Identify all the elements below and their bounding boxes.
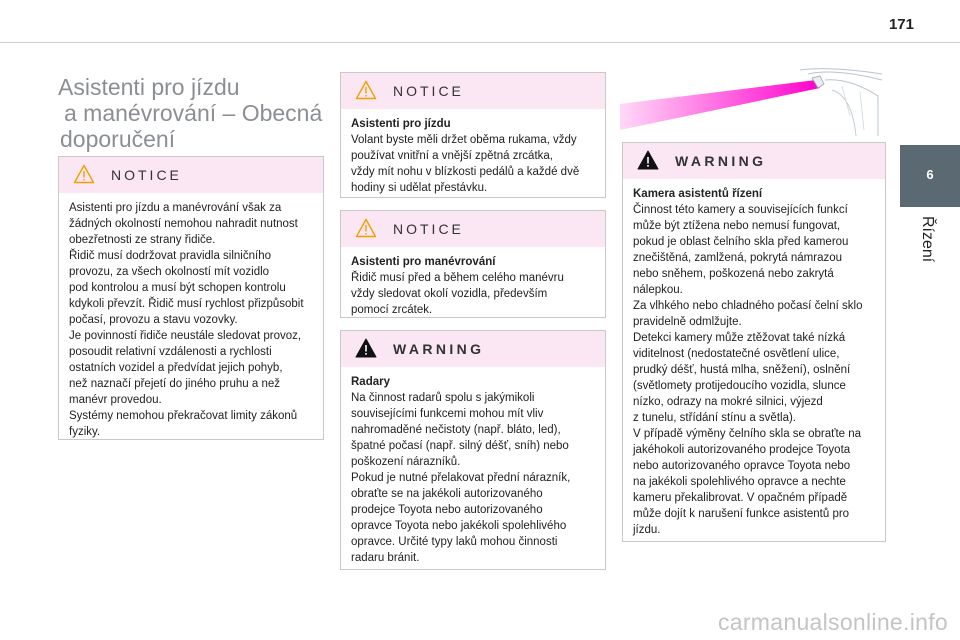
notice-box-driving	[340, 72, 606, 198]
title-line: a manévrování – Obecná	[64, 100, 323, 126]
body-line: může být ztížena nebo nemusí fungovat,	[633, 220, 841, 232]
title-line: doporučení	[60, 126, 176, 152]
body-line: obraťte se na jakékoli autorizovaného	[351, 488, 543, 500]
chapter-number: 6	[926, 167, 934, 182]
warning-box-camera	[622, 142, 886, 542]
body-line: Činnost této kamery a souvisejících funkcí	[633, 204, 848, 216]
page-number: 171	[888, 16, 914, 33]
page-title	[58, 74, 328, 152]
body-line: Řidič musí dodržovat pravidla silničního	[69, 250, 271, 262]
warning-label: WARNING	[675, 153, 767, 169]
notice-header	[341, 211, 605, 247]
warning-body	[623, 179, 885, 538]
warning-body	[341, 367, 605, 566]
body-line: (světlomety protijedoucího vozidla, slunce	[633, 380, 846, 392]
notice-label: NOTICE	[393, 221, 464, 237]
header-rule	[0, 42, 960, 43]
body-line: prodejce Toyota nebo autorizovaného	[351, 504, 543, 516]
body-line: nahromaděné nečistoty (např. bláto, led),	[351, 424, 561, 436]
body-line: manévr provedou.	[69, 394, 162, 406]
notice-body	[341, 109, 605, 196]
windshield-camera-illustration	[620, 66, 882, 136]
notice-triangle-icon	[355, 218, 377, 238]
body-line: Volant byste měli držet oběma rukama, vždy	[351, 134, 577, 146]
body-line: ostatních vozidel a předvídat jejich pohyb,	[69, 362, 283, 374]
title-line: Asistenti pro jízdu	[58, 74, 240, 100]
body-line: vždy sledovat okolí vozidla, především	[351, 288, 548, 300]
box-subhead: Kamera asistentů řízení	[633, 188, 763, 200]
body-line: opravce. Určité typy laků mohou činnosti	[351, 536, 558, 548]
body-line: nízko, odrazy na mokré silnici, výjezd	[633, 396, 823, 408]
body-line: Za vlhkého nebo chladného počasí čelní sklo	[633, 300, 863, 312]
body-line: může dojít k narušení funkce asistentů pro	[633, 508, 850, 520]
warning-triangle-icon	[355, 338, 377, 358]
warning-header	[341, 331, 605, 367]
body-line: hodiny si udělat přestávku.	[351, 182, 488, 194]
body-line: kdykoli převzít. Řidič musí rychlost přizpůsobit	[69, 298, 304, 310]
warning-triangle-icon	[637, 150, 659, 170]
warning-label: WARNING	[393, 341, 485, 357]
body-line: žádných okolností nemohou nahradit nutnost	[69, 218, 298, 230]
notice-label: NOTICE	[111, 167, 182, 183]
body-line: pod kontrolou a musí být schopen kontrolu	[69, 282, 286, 294]
body-line: než naznačí přejetí do jiného pruhu a než	[69, 378, 280, 390]
body-line: pravidelně odmlžujte.	[633, 316, 742, 328]
body-line: vždy mít nohu v blízkosti pedálů a každé dvě	[351, 166, 580, 178]
body-line: poškození nárazníků.	[351, 456, 461, 468]
notice-label: NOTICE	[393, 83, 464, 99]
body-line: znečištěná, zamlžená, pokrytá námrazou	[633, 252, 843, 264]
body-line: pokud je oblast čelního skla před kamerou	[633, 236, 849, 248]
body-line: na jakékoli spolehlivého opravce a nechte	[633, 476, 846, 488]
notice-box-maneuvering	[340, 210, 606, 318]
body-line: Pokud je nutné přelakovat přední nárazník,	[351, 472, 571, 484]
box-subhead: Asistenti pro jízdu	[351, 118, 451, 130]
body-line: provozu, za všech okolností mít vozidlo	[69, 266, 270, 278]
watermark: carmanualsonline.info	[717, 609, 948, 635]
body-line: nebo autorizovaného opravce Toyota nebo	[633, 460, 851, 472]
body-line: jízdu.	[633, 524, 661, 536]
body-line: Systémy nemohou překračovat limity zákonů	[69, 410, 298, 422]
body-line: nebo sněhem, poškozená nebo zakrytá	[633, 268, 834, 280]
body-line: používat vnitřní a vnější zpětná zrcátka,	[351, 150, 553, 162]
body-line: opravce Toyota nebo jakékoli spolehlivého	[351, 520, 567, 532]
body-line: z tunelu, střídání stínu a světla).	[633, 412, 796, 424]
warning-header	[623, 143, 885, 179]
body-line: Asistenti pro jízdu a manévrování však za	[69, 202, 282, 214]
notice-body	[341, 247, 605, 318]
body-line: Je povinností řidiče neustále sledovat provoz,	[69, 330, 302, 342]
notice-triangle-icon	[73, 164, 95, 184]
notice-triangle-icon	[355, 80, 377, 100]
notice-box-general	[58, 156, 324, 440]
body-line: obezřetnosti ze strany řidiče.	[69, 234, 216, 246]
warning-box-radars	[340, 330, 606, 570]
body-line: viditelnost (nedostatečné osvětlení ulice,	[633, 348, 840, 360]
body-line: počasí, provozu a stavu vozovky.	[69, 314, 238, 326]
chapter-label: Řízení	[919, 216, 936, 263]
body-line: kameru překalibrovat. V opačném případě	[633, 492, 848, 504]
body-line: Řidič musí před a během celého manévru	[351, 272, 564, 284]
notice-header	[59, 157, 323, 193]
chapter-tab[interactable]	[900, 145, 960, 207]
body-line: Detekci kamery může ztěžovat také nízká	[633, 332, 846, 344]
chapter-label-wrap	[918, 216, 940, 306]
body-line: V případě výměny čelního skla se obraťte na	[633, 428, 862, 440]
body-line: pomocí zrcátek.	[351, 304, 433, 316]
body-line: prudký déšť, hustá mlha, sněžení), oslnění	[633, 364, 851, 376]
body-line: Na činnost radarů spolu s jakýmikoli	[351, 392, 535, 404]
body-line: posoudit relativní vzdálenosti a rychlosti	[69, 346, 272, 358]
notice-header	[341, 73, 605, 109]
box-subhead: Radary	[351, 376, 390, 388]
body-line: jakéhokoli autorizovaného prodejce Toyota	[633, 444, 851, 456]
body-line: nálepkou.	[633, 284, 683, 296]
body-line: souvisejícími funkcemi mohou mít vliv	[351, 408, 544, 420]
body-line: fyziky.	[69, 426, 101, 438]
notice-body	[59, 193, 323, 440]
body-line: špatné počasí (např. silný déšť, sníh) nebo	[351, 440, 569, 452]
body-line: radaru bránit.	[351, 552, 420, 564]
box-subhead: Asistenti pro manévrování	[351, 256, 496, 268]
